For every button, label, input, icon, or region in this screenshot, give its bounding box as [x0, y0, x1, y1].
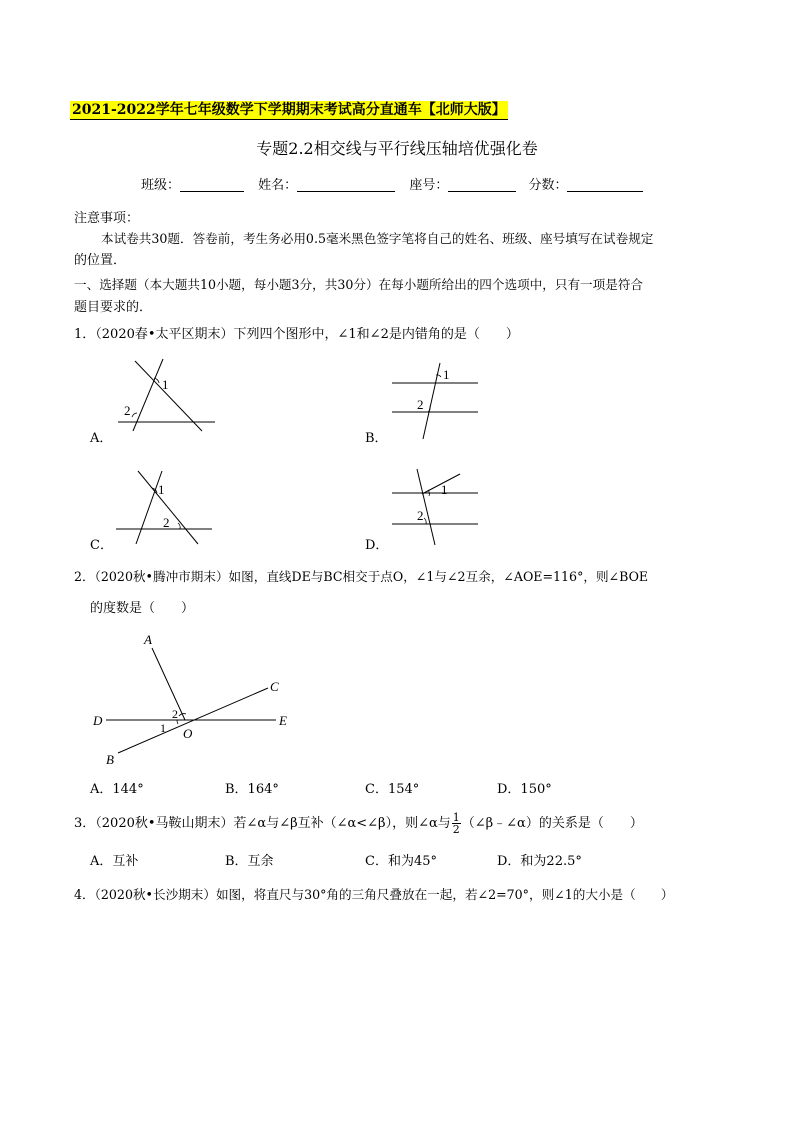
q2-point-d: D	[93, 713, 103, 728]
q1-b-label-1: 1	[443, 367, 450, 382]
q2-option-d[interactable]: D．150°	[497, 782, 552, 797]
q2-point-b: B	[106, 752, 114, 767]
series-header: 2021-2022学年七年级数学下学期期末考试高分直通车【北师大版】	[72, 102, 506, 118]
q2-option-a[interactable]: A．144°	[90, 782, 144, 797]
score-blank[interactable]	[567, 177, 643, 192]
q1-a-label-1: 1	[162, 377, 169, 392]
q1-b-label-2: 2	[417, 397, 424, 412]
q1-figure-d	[388, 466, 488, 548]
q1-option-c[interactable]: C．	[90, 538, 113, 553]
page-title: 专题2.2相交线与平行线压轴培优强化卷	[256, 139, 538, 158]
q4-stem: 4．（2020秋•长沙期末）如图，将直尺与30°角的三角尺叠放在一起，若∠2=70°，则∠1的大小是（ ）	[74, 887, 674, 902]
notes-line2: 的位置．	[74, 253, 127, 268]
q1-option-a[interactable]: A．	[90, 431, 113, 446]
class-label: 班级：	[141, 178, 181, 193]
score-label: 分数：	[528, 178, 568, 193]
q1-figure-c	[112, 468, 222, 548]
section1-line1: 一、选择题（本大题共10小题，每小题3分，共30分）在每小题所给出的四个选项中，只有一项是符合	[74, 277, 644, 292]
q1-d-label-1: 1	[441, 482, 448, 497]
notes-line1: 本试卷共30题．答卷前，考生务必用0.5毫米黑色签字笔将自己的姓名、班级、座号填写在试卷规定	[101, 231, 654, 246]
q3-stem-before: 3．（2020秋•马鞍山期末）若∠α与∠β互补（∠α<∠β），则∠α与	[74, 816, 451, 831]
notes-heading: 注意事项：	[74, 211, 140, 226]
q3-stem	[74, 812, 643, 836]
q1-c-label-1: 1	[158, 482, 165, 497]
q1-option-d[interactable]: D．	[365, 538, 389, 553]
q1-stem: 1．（2020春•太平区期末）下列四个图形中，∠1和∠2是内错角的是（ ）	[74, 327, 519, 342]
q2-option-b[interactable]: B．164°	[225, 782, 279, 797]
q2-point-e: E	[279, 713, 287, 728]
name-blank[interactable]	[297, 177, 395, 192]
q1-c-label-2: 2	[163, 515, 170, 530]
q3-option-a[interactable]: A．互补	[90, 854, 139, 869]
name-label: 姓名：	[258, 178, 298, 193]
q1-option-b[interactable]: B．	[365, 431, 388, 446]
seat-blank[interactable]	[448, 177, 516, 192]
q2-angle-1: 1	[160, 721, 166, 735]
q3-option-d[interactable]: D．和为22.5°	[497, 854, 582, 869]
q3-frac-den: 2	[452, 823, 460, 836]
q3-frac-num: 1	[452, 811, 460, 824]
q2-point-o: O	[183, 726, 193, 741]
q2-point-c: C	[270, 679, 279, 694]
q2-stem-line2: 的度数是（ ）	[90, 601, 195, 616]
q3-stem-after: （∠β﹣∠α）的关系是（ ）	[461, 816, 643, 831]
q1-figure-a	[110, 355, 220, 435]
q3-fraction	[452, 812, 461, 835]
q3-option-b[interactable]: B．互余	[225, 854, 274, 869]
q1-a-label-2: 2	[124, 403, 131, 418]
q2-point-a: A	[144, 632, 152, 647]
q2-option-c[interactable]: C．154°	[365, 782, 420, 797]
q2-stem-line1: 2．（2020秋•腾冲市期末）如图，直线DE与BC相交于点O，∠1与∠2互余，∠AOE=116°，则∠BOE	[74, 569, 649, 584]
q2-figure	[88, 628, 300, 768]
seat-label: 座号：	[409, 178, 449, 193]
q1-d-label-2: 2	[417, 508, 424, 523]
student-info-line	[141, 177, 643, 195]
q3-option-c[interactable]: C．和为45°	[365, 854, 437, 869]
q1-figure-b	[388, 357, 488, 442]
class-blank[interactable]	[180, 177, 244, 192]
section1-line2: 题目要求的．	[74, 300, 153, 315]
q2-angle-2: 2	[172, 707, 178, 721]
